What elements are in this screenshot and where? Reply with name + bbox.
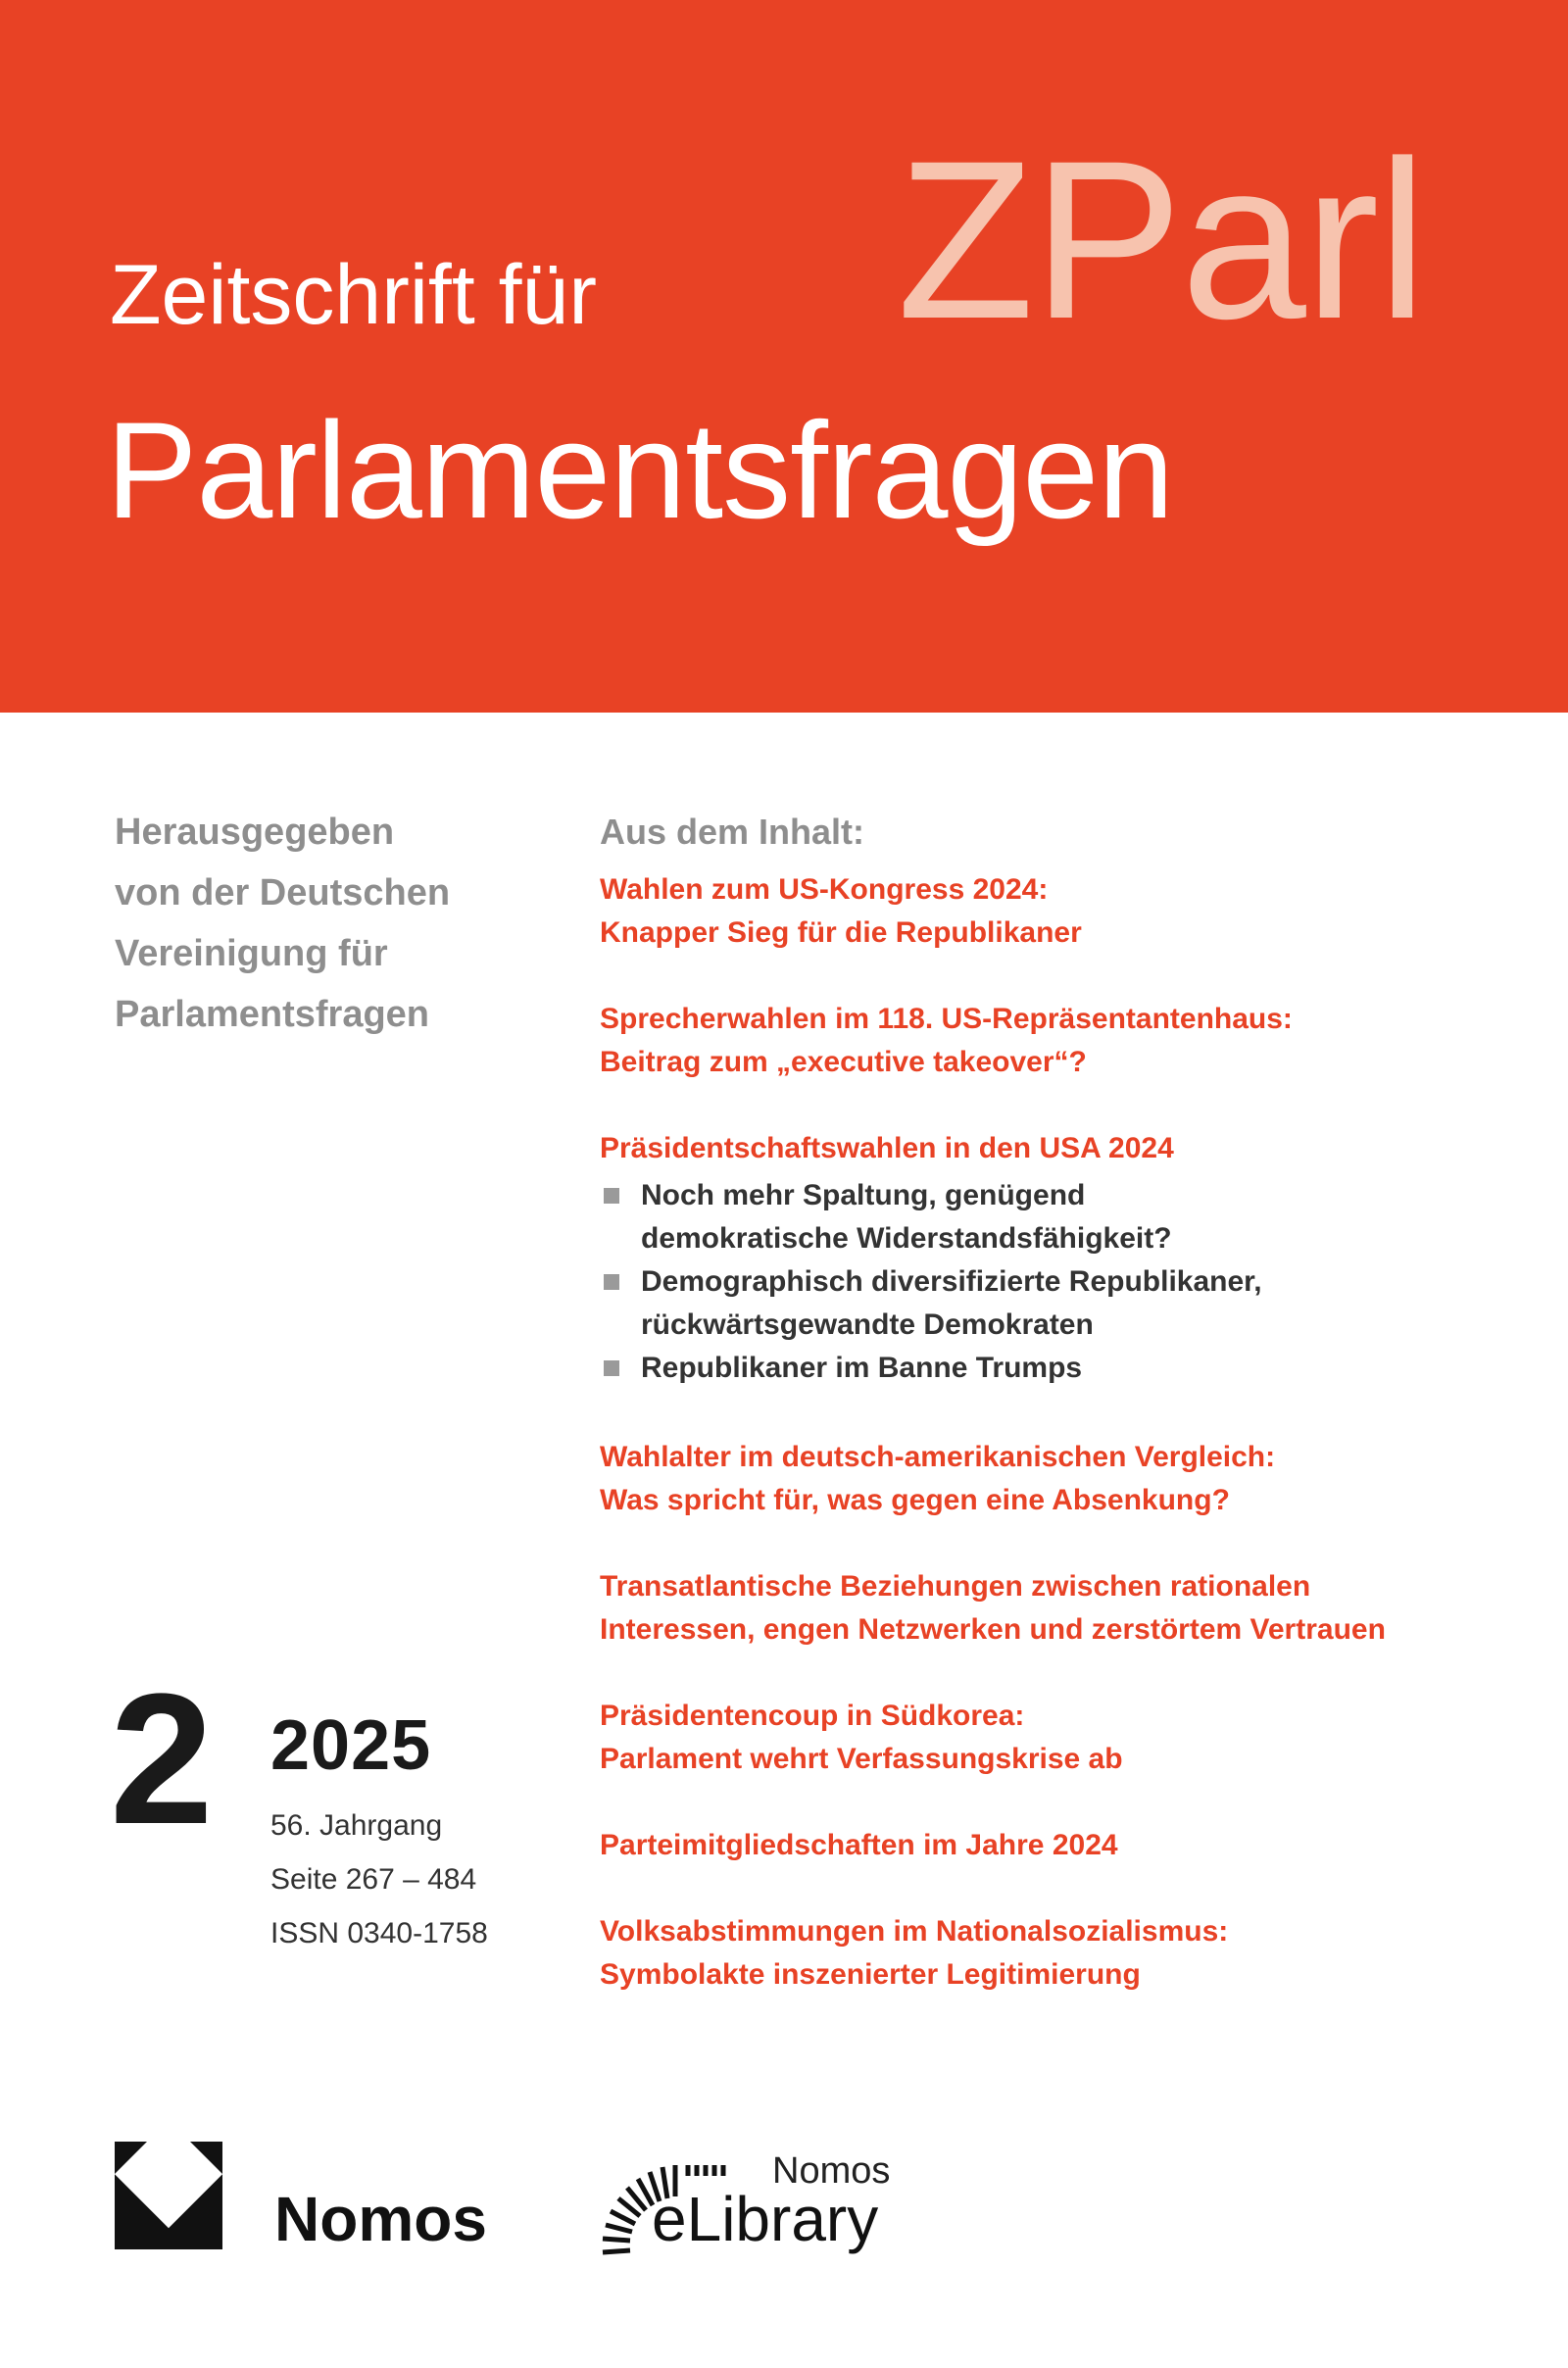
- contents-item-line: Wahlen zum US-Kongress 2024:: [600, 873, 1049, 906]
- square-bullet-icon: [604, 1360, 619, 1376]
- contents-bullet-line: Republikaner im Banne Trumps: [641, 1352, 1083, 1384]
- contents-bullet-line: Demographisch diversifizierte Republikaner,: [641, 1265, 1262, 1298]
- publisher-statement: [115, 802, 546, 1045]
- publisher-line: Vereinigung für: [115, 933, 388, 974]
- nomos-logo-icon: [115, 2142, 222, 2249]
- nomos-logo-wordmark: Nomos: [274, 2184, 487, 2254]
- contents-item: [600, 1695, 1531, 1781]
- publisher-line: Herausgegeben: [115, 812, 395, 853]
- issue-year: 2025: [270, 1706, 432, 1785]
- issue-volume: 56. Jahrgang: [270, 1809, 443, 1842]
- contents-item-line: Was spricht für, was gegen eine Absenkung?: [600, 1484, 1230, 1516]
- journal-title-line2: Parlamentsfragen: [106, 393, 1174, 547]
- contents-item: [600, 1824, 1531, 1867]
- contents-item-line: Parlament wehrt Verfassungskrise ab: [600, 1743, 1123, 1775]
- contents-item-line: Transatlantische Beziehungen zwischen rationalen: [600, 1570, 1311, 1603]
- contents-item-line: Knapper Sieg für die Republikaner: [600, 916, 1082, 949]
- contents-bullet-line: demokratische Widerstandsfähigkeit?: [641, 1222, 1172, 1255]
- contents-sublist: [600, 1174, 1531, 1390]
- elibrary-brand-label: Nomos: [772, 2150, 891, 2192]
- square-bullet-icon: [604, 1188, 619, 1204]
- contents-bullet: [600, 1174, 1531, 1260]
- contents-item-line: Wahlalter im deutsch-amerikanischen Vergleich:: [600, 1441, 1276, 1473]
- elibrary-wordmark: eLibrary: [652, 2184, 879, 2254]
- contents-item: [600, 868, 1531, 955]
- publisher-line: von der Deutschen: [115, 872, 451, 913]
- contents-item: [600, 998, 1531, 1084]
- contents-item-line: Volksabstimmungen im Nationalsozialismus:: [600, 1915, 1229, 1948]
- contents-item-line: Symbolakte inszenierter Legitimierung: [600, 1958, 1141, 1991]
- contents-item-line: Präsidentschaftswahlen in den USA 2024: [600, 1132, 1174, 1164]
- contents-item-line: Interessen, engen Netzwerken und zerstörtem Vertrauen: [600, 1613, 1386, 1646]
- journal-title-line1: Zeitschrift für: [110, 248, 597, 342]
- contents-bullet-line: rückwärtsgewandte Demokraten: [641, 1308, 1094, 1341]
- contents-heading: Aus dem Inhalt:: [600, 812, 865, 852]
- contents-item-line: Sprecherwahlen im 118. US-Repräsentantenhaus:: [600, 1003, 1293, 1035]
- cover-header-band: [0, 0, 1568, 713]
- contents-item: [600, 1127, 1531, 1390]
- issue-pages: Seite 267 – 484: [270, 1863, 477, 1896]
- publisher-line: Parlamentsfragen: [115, 994, 430, 1035]
- contents-item: [600, 1565, 1531, 1652]
- contents-item: [600, 1436, 1531, 1522]
- square-bullet-icon: [604, 1274, 619, 1290]
- contents-bullet: [600, 1260, 1531, 1347]
- contents-item-line: Präsidentencoup in Südkorea:: [600, 1700, 1025, 1732]
- contents-bullet-line: Noch mehr Spaltung, genügend: [641, 1179, 1086, 1211]
- issue-details: [270, 1799, 488, 1960]
- contents-item-line: Parteimitgliedschaften im Jahre 2024: [600, 1829, 1118, 1861]
- issue-issn: ISSN 0340-1758: [270, 1917, 488, 1949]
- contents-item-line: Beitrag zum „executive takeover“?: [600, 1046, 1087, 1078]
- contents-item: [600, 1910, 1531, 1997]
- table-of-contents: [600, 802, 1531, 1997]
- contents-bullet: [600, 1347, 1531, 1390]
- issue-number: 2: [110, 1655, 214, 1863]
- journal-acronym: ZParl: [897, 114, 1426, 366]
